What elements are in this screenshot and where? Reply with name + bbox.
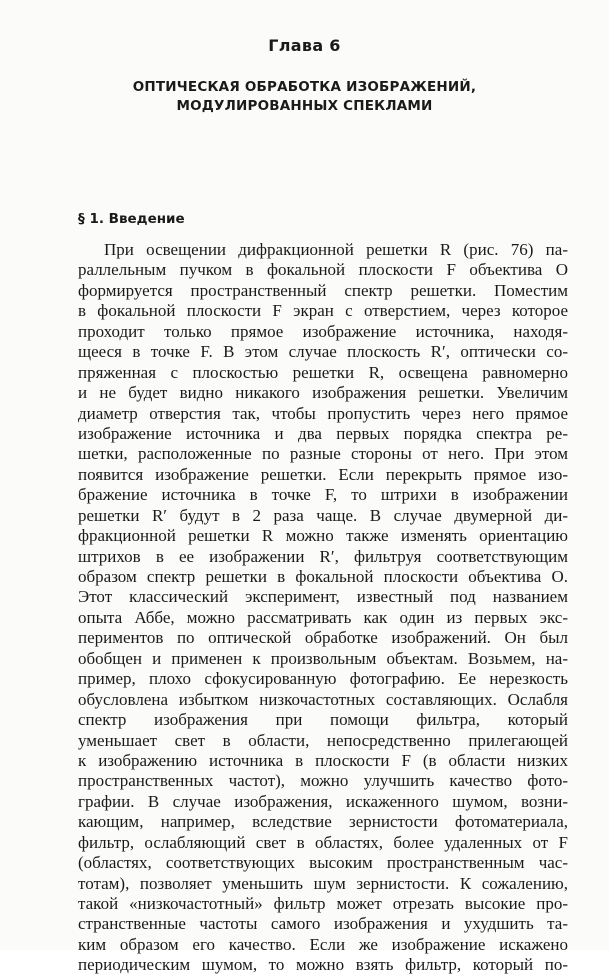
text-line: образом спектр решетки в фокальной плоскости объектива O.: [78, 567, 568, 586]
text-line: такой «низкочастотный» фильтр может отрезать высокие про-: [78, 894, 568, 913]
body-paragraph: [78, 240, 568, 976]
text-line: спектр изображения при помощи фильтра, который: [78, 710, 568, 730]
text-line: решетки R′ будут в 2 раза чаще. В случае двумерной ди-: [78, 505, 568, 525]
text-line: бражение источника в точке F, то штрихи в изображении: [78, 485, 568, 505]
text-line: При освещении дифракционной решетки R (рис. 76) па-: [104, 240, 568, 259]
chapter-title-line-1: ОПТИЧЕСКАЯ ОБРАБОТКА ИЗОБРАЖЕНИЙ,: [132, 79, 477, 95]
text-line: Этот классический эксперимент, известный под названием: [78, 587, 568, 607]
section-heading: § 1. Введение: [78, 211, 185, 227]
text-line: пример, плохо сфокусированную фотографию. Ее нерезкость: [78, 669, 568, 689]
text-line: штрихов в ее изображении R′, фильтруя соответствующим: [78, 546, 568, 566]
text-line: кающим, например, вследствие зернистости фотоматериала,: [78, 812, 568, 832]
text-line: обобщен и применен к произвольным объектам. Возьмем, на-: [78, 648, 568, 668]
text-line: тотам), позволяет уменьшить шум зернистости. К сожалению,: [78, 873, 568, 893]
text-line: странственные частоты самого изображения и ухудшить та-: [78, 914, 568, 934]
text-line: периодическим шумом, то можно взять фильтр, который по-: [78, 955, 568, 975]
text-line: периментов по оптической обработке изображений. Он был: [78, 628, 568, 648]
text-line: фракционной решетки R можно также изменять ориентацию: [78, 526, 568, 546]
chapter-heading: Глава 6: [268, 36, 341, 55]
text-line: фильтр, ослабляющий свет в областях, более удаленных от F: [78, 832, 568, 852]
text-line: в фокальной плоскости F экран с отверстием, через которое: [78, 301, 568, 321]
text-line: пряженная с плоскостью решетки R, освещена равномерно: [78, 362, 568, 382]
text-line: и не будет видно никакого изображения решетки. Увеличим: [78, 383, 568, 403]
text-line: формируется пространственный спектр решетки. Поместим: [78, 280, 568, 300]
text-line: диаметр отверстия так, чтобы пропустить через него прямое: [78, 403, 568, 423]
text-line: пространственных частот), можно улучшить качество фото-: [78, 771, 568, 791]
text-line: проходит только прямое изображение источника, находя-: [78, 321, 568, 341]
chapter-title-line-2: МОДУЛИРОВАННЫХ СПЕКЛАМИ: [176, 98, 433, 114]
text-line: обусловлена избытком низкочастотных составляющих. Ослабля: [78, 689, 568, 709]
text-line: уменьшает свет в области, непосредственно прилегающей: [78, 730, 568, 750]
text-line: появится изображение решетки. Если перекрыть прямое изо-: [78, 464, 568, 484]
text-line: щееся в точке F. В этом случае плоскость R′, оптически со-: [78, 342, 568, 362]
text-line: раллельным пучком в фокальной плоскости F объектива O: [78, 260, 568, 280]
text-line: изображение источника и два первых порядка спектра ре-: [78, 423, 568, 443]
text-line: опыта Аббе, можно рассматривать как один из первых экс-: [78, 607, 568, 627]
chapter-title: [0, 78, 609, 116]
text-line: ким образом его качество. Если же изображение искажено: [78, 934, 568, 954]
text-line: шетки, расположенные по разные стороны от него. При этом: [78, 444, 568, 464]
text-line: (областях, соответствующих высоким пространственным час-: [78, 853, 568, 873]
text-line: к изображению источника в плоскости F (в области низких: [78, 750, 568, 770]
text-line: графии. В случае изображения, искаженного шумом, возни-: [78, 791, 568, 811]
